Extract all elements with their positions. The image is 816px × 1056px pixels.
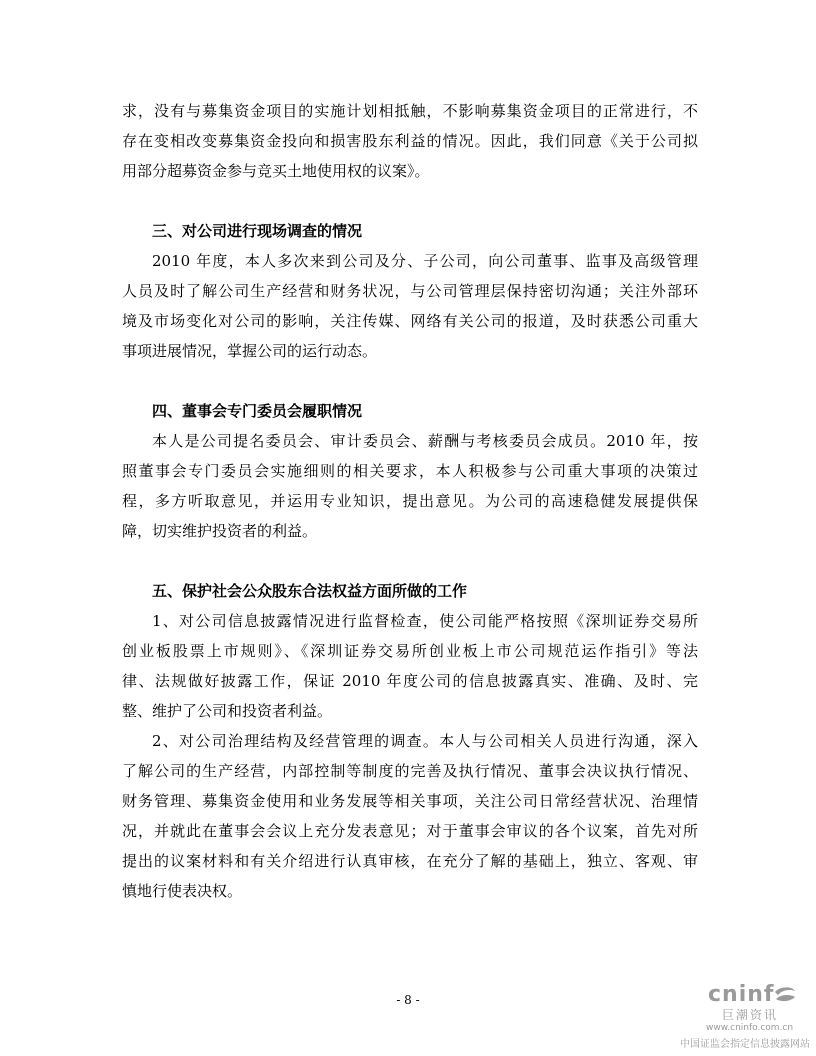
page-number: - 8 - bbox=[396, 993, 420, 1007]
text-line: 事项进展情况，掌握公司的运行动态。 bbox=[122, 342, 378, 360]
text-line: 2、对公司治理结构及经营管理的调查。本人与公司相关人员进行沟通，深入 bbox=[152, 732, 698, 750]
text-line: 存在变相改变募集资金投向和损害股东利益的情况。因此，我们同意《关于公司拟 bbox=[122, 132, 698, 150]
text-line: 本人是公司提名委员会、审计委员会、薪酬与考核委员会成员。2010 年，按 bbox=[152, 432, 698, 450]
text-line: 财务管理、募集资金使用和业务发展等相关事项，关注公司日常经营状况、治理情 bbox=[122, 792, 698, 810]
text-line: 况，并就此在董事会会议上充分发表意见；对于董事会审议的各个议案，首先对所 bbox=[122, 822, 698, 840]
text-line: 律、法规做好披露工作，保证 2010 年度公司的信息披露真实、准确、及时、完 bbox=[122, 672, 698, 690]
text-line: 求，没有与募集资金项目的实施计划相抵触，不影响募集资金项目的正常进行，不 bbox=[122, 102, 698, 120]
text-line: 慎地行使表决权。 bbox=[122, 882, 243, 900]
text-line: 用部分超募资金参与竞买土地使用权的议案》。 bbox=[122, 162, 430, 180]
text-line: 2010 年度，本人多次来到公司及分、子公司，向公司董事、监事及高级管理 bbox=[152, 252, 698, 270]
text-line: 了解公司的生产经营，内部控制等制度的完善及执行情况、董事会决议执行情况、 bbox=[122, 762, 698, 780]
text-line: 照董事会专门委员会实施细则的相关要求，本人积极参与公司重大事项的决策过 bbox=[122, 462, 698, 480]
logo-name: 巨潮资讯 bbox=[722, 1008, 779, 1022]
document-body bbox=[122, 96, 698, 906]
paragraph-continuation bbox=[122, 96, 698, 186]
text-line: 创业板股票上市规则》、《深圳证券交易所创业板上市公司规范运作指引》等法 bbox=[122, 642, 698, 660]
paragraph-governance bbox=[122, 726, 698, 906]
logo-swoosh-icon bbox=[772, 984, 798, 1006]
text-line: 提出的议案材料和有关介绍进行认真审核，在充分了解的基础上，独立、客观、审 bbox=[122, 852, 698, 870]
section-heading-4: 四、董事会专门委员会履职情况 bbox=[152, 402, 363, 420]
text-line: 程，多方听取意见，并运用专业知识，提出意见。为公司的高速稳健发展提供保 bbox=[122, 492, 698, 510]
text-line: 人员及时了解公司生产经营和财务状况，与公司管理层保持密切沟通；关注外部环 bbox=[122, 282, 698, 300]
text-line: 整、维护了公司和投资者利益。 bbox=[122, 702, 333, 720]
section-heading-5: 五、保护社会公众股东合法权益方面所做的工作 bbox=[152, 582, 468, 600]
text-line: 障，切实维护投资者的利益。 bbox=[122, 522, 318, 540]
logo-url: www.cninfo.com.cn bbox=[706, 1023, 794, 1033]
paragraph-disclosure bbox=[122, 606, 698, 726]
section-heading-3: 三、对公司进行现场调查的情况 bbox=[152, 222, 363, 240]
logo-tagline: 中国证监会指定信息披露网站 bbox=[680, 1039, 810, 1050]
text-line: 1、对公司信息披露情况进行监督检查，使公司能严格按照《深圳证券交易所 bbox=[152, 612, 698, 630]
paragraph-site-inspection bbox=[122, 246, 698, 366]
text-line: 境及市场变化对公司的影响，关注传媒、网络有关公司的报道，及时获悉公司重大 bbox=[122, 312, 698, 330]
cninfo-watermark bbox=[680, 982, 810, 1052]
logo-brand: cninf bbox=[708, 982, 775, 1007]
paragraph-committee bbox=[122, 426, 698, 546]
